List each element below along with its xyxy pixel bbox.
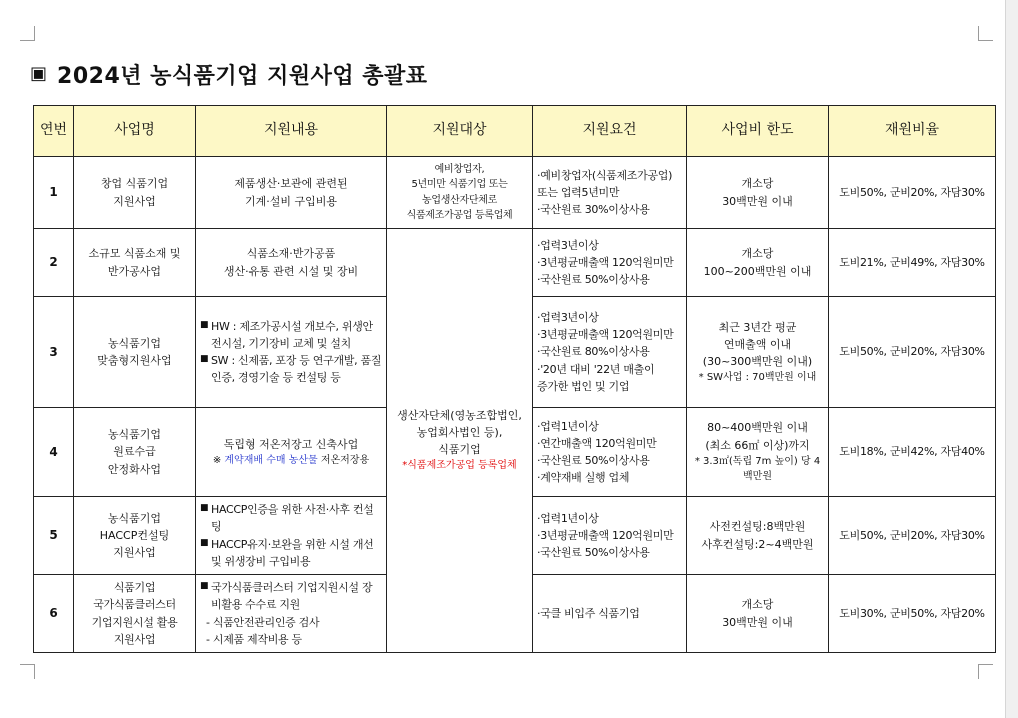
support-requirements: ·예비창업자(식품제조가공업) 또는 업력5년미만 ·국산원료 30%이상사용 — [533, 157, 687, 229]
header-target: 지원대상 — [387, 106, 533, 157]
content-bullet: ■ SW : 신제품, 포장 등 연구개발, 품질인증, 경영기술 등 컨설팅 등 — [200, 352, 382, 386]
content-note-highlight: 계약재배 수매 농산물 — [224, 454, 318, 466]
program-name: 농식품기업 원료수급 안정화사업 — [74, 408, 196, 497]
budget-limit: 최근 3년간 평균 연매출액 이내 (30~300백만원 이내) * SW사업 : 70백만원 이내 — [687, 297, 829, 408]
budget-limit: 개소당 100~200백만원 이내 — [687, 229, 829, 297]
row-number: 6 — [34, 575, 74, 653]
table-row — [34, 229, 996, 297]
content-dash-item: - 식품안전관리인증 검사 — [206, 615, 320, 629]
content-bullet: ■ HACCP인증을 위한 사전·사후 컨설팅 — [200, 501, 382, 535]
crop-mark-top-left — [20, 26, 35, 41]
content-bullet: ■ 국가식품클러스터 기업지원시설 장비활용 수수료 지원 — [200, 579, 382, 613]
support-content: 독립형 저온저장고 신축사업 ※ 계약재배 수매 농산물 저온저장용 — [196, 408, 387, 497]
header-ratio: 재원비율 — [829, 106, 996, 157]
summary-table — [33, 105, 996, 653]
support-target-merged: 생산자단체(영농조합법인, 농업회사법인 등), 식품기업 *식품제조가공업 등록업체 — [387, 229, 533, 653]
support-requirements: ·업력3년이상 ·3년평균매출액 120억원미만 ·국산원료 50%이상사용 — [533, 229, 687, 297]
row-number: 5 — [34, 497, 74, 575]
funding-ratio: 도비30%, 군비50%, 자담20% — [829, 575, 996, 653]
support-content — [196, 497, 387, 575]
row-number: 1 — [34, 157, 74, 229]
program-name: 농식품기업 맞춤형지원사업 — [74, 297, 196, 408]
vertical-scrollbar[interactable] — [1005, 0, 1018, 718]
program-name: 소규모 식품소재 및 반가공사업 — [74, 229, 196, 297]
funding-ratio: 도비21%, 군비49%, 자담30% — [829, 229, 996, 297]
header-budget: 사업비 한도 — [687, 106, 829, 157]
content-dash-item: - 시제품 제작비용 등 — [206, 632, 302, 646]
table-row — [34, 157, 996, 229]
budget-limit: 사전컨설팅:8백만원 사후컨설팅:2~4백만원 — [687, 497, 829, 575]
budget-note: * SW사업 : 70백만원 이내 — [698, 371, 817, 383]
funding-ratio: 도비18%, 군비42%, 자담40% — [829, 408, 996, 497]
support-content — [196, 297, 387, 408]
crop-mark-bottom-left — [20, 664, 35, 679]
header-no: 연번 — [34, 106, 74, 157]
budget-note: * 3.3㎡(독립 7m 높이) 당 4백만원 — [694, 455, 821, 483]
funding-ratio: 도비50%, 군비20%, 자담30% — [829, 157, 996, 229]
crop-mark-top-right — [978, 26, 993, 41]
program-name: 식품기업 국가식품클러스터 기업지원시설 활용 지원사업 — [74, 575, 196, 653]
budget-limit: 개소당 30백만원 이내 — [687, 157, 829, 229]
header-name: 사업명 — [74, 106, 196, 157]
support-content: 식품소재·반가공품 생산·유통 관련 시설 및 장비 — [196, 229, 387, 297]
program-name: 창업 식품기업 지원사업 — [74, 157, 196, 229]
funding-ratio: 도비50%, 군비20%, 자담30% — [829, 497, 996, 575]
row-number: 2 — [34, 229, 74, 297]
program-name: 농식품기업 HACCP컨설팅 지원사업 — [74, 497, 196, 575]
content-bullet: ■ HW : 제조가공시설 개보수, 위생안전시설, 기기장비 교체 및 설치 — [200, 318, 382, 352]
support-target: 예비창업자, 5년미만 식품기업 또는 농업생산자단체로 식품제조가공업 등록업체 — [387, 157, 533, 229]
budget-limit: 개소당 30백만원 이내 — [687, 575, 829, 653]
support-requirements: ·업력1년이상 ·연간매출액 120억원미만 ·국산원료 50%이상사용 ·계약재배 실행 업체 — [533, 408, 687, 497]
document-heading — [30, 58, 428, 90]
header-requirements: 지원요건 — [533, 106, 687, 157]
funding-ratio: 도비50%, 군비20%, 자담30% — [829, 297, 996, 408]
support-requirements: ·국클 비입주 식품기업 — [533, 575, 687, 653]
page-title: 2024년 농식품기업 지원사업 총괄표 — [57, 63, 428, 89]
square-bullet-icon: ▣ — [30, 63, 48, 84]
support-content — [196, 575, 387, 653]
support-content: 제품생산·보관에 관련된 기계·설비 구입비용 — [196, 157, 387, 229]
row-number: 3 — [34, 297, 74, 408]
row-number: 4 — [34, 408, 74, 497]
budget-limit: 80~400백만원 이내 (최소 66㎡ 이상)까지 * 3.3㎡(독립 7m 높이) 당 4백만원 — [687, 408, 829, 497]
header-content: 지원내용 — [196, 106, 387, 157]
crop-mark-bottom-right — [978, 664, 993, 679]
table-header-row — [34, 106, 996, 157]
content-note: ※ 계약재배 수매 농산물 저온저장용 — [212, 454, 370, 466]
content-bullet: ■ HACCP유지·보완을 위한 시설 개선 및 위생장비 구입비용 — [200, 536, 382, 570]
support-requirements: ·업력3년이상 ·3년평균매출액 120억원미만 ·국산원료 80%이상사용 ·'20년 대비 '22년 매출이 증가한 법인 및 기업 — [533, 297, 687, 408]
support-requirements: ·업력1년이상 ·3년평균매출액 120억원미만 ·국산원료 50%이상사용 — [533, 497, 687, 575]
target-highlight: *식품제조가공업 등록업체 — [402, 460, 517, 472]
